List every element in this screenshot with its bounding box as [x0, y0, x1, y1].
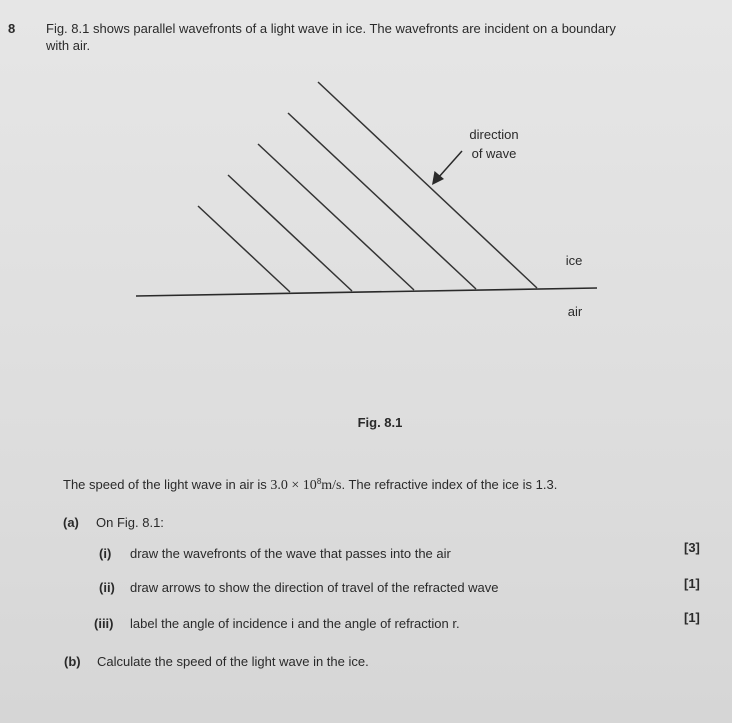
wavefronts	[198, 82, 537, 292]
direction-arrow	[432, 151, 462, 185]
wavefront-line	[228, 175, 352, 291]
part-a-i-text: draw the wavefronts of the wave that passes into the air	[130, 546, 451, 561]
label-of-wave: of wave	[471, 146, 517, 161]
part-a-i-label: (i)	[99, 546, 112, 561]
info-text-pre: The speed of the light wave in air is	[63, 477, 267, 492]
part-a-ii-label: (ii)	[99, 580, 115, 595]
part-a-intro: On Fig. 8.1:	[96, 515, 164, 530]
label-direction: direction	[469, 127, 519, 142]
part-b-text: Calculate the speed of the light wave in the ice.	[97, 654, 369, 669]
speed-coefficient: 3.0 × 10	[270, 478, 317, 493]
wavefront-line	[198, 206, 290, 292]
wavefront-line	[288, 113, 476, 289]
info-sentence	[63, 477, 557, 494]
question-intro-line-2: with air.	[46, 38, 91, 53]
speed-unit: m/s	[321, 478, 342, 493]
wavefront-line	[318, 82, 537, 288]
part-a-ii-text: draw arrows to show the direction of travel of the refracted wave	[130, 580, 499, 595]
question-intro-line-1: Fig. 8.1 shows parallel wavefronts of a light wave in ice. The wavefronts are incident on a boundary	[46, 21, 616, 36]
part-a-ii-marks: [1]	[684, 576, 700, 591]
speed-exponent: 8	[316, 477, 322, 486]
wavefront-line	[258, 144, 414, 290]
part-a-iii-text: label the angle of incidence i and the angle of refraction r.	[130, 616, 460, 631]
info-text-post: . The refractive index of the ice is 1.3.	[341, 477, 558, 492]
figure-caption: Fig. 8.1	[357, 415, 403, 430]
question-number: 8	[8, 21, 16, 36]
ice-air-boundary	[136, 288, 597, 296]
part-a-iii-label: (iii)	[94, 616, 114, 631]
label-ice: ice	[565, 253, 583, 268]
label-air: air	[567, 304, 583, 319]
part-a-label: (a)	[63, 515, 79, 530]
part-a-i-marks: [3]	[684, 540, 700, 555]
part-b-label: (b)	[64, 654, 81, 669]
part-a-iii-marks: [1]	[684, 610, 700, 625]
